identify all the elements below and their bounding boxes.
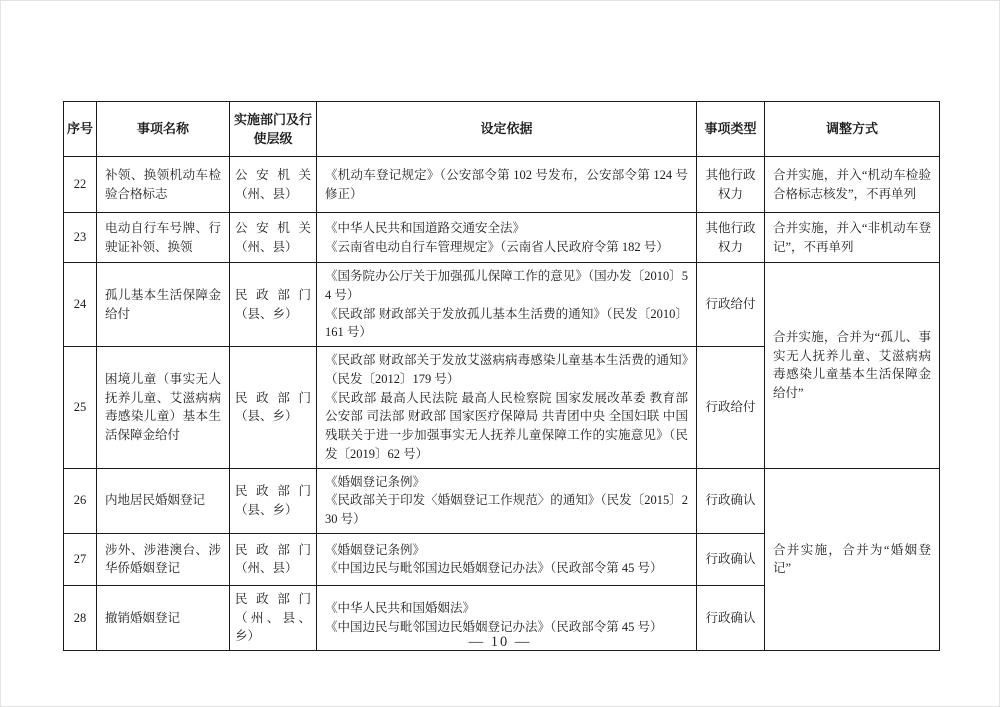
col-header-dept: 实施部门及行使层级 <box>230 102 317 157</box>
basis-citation: 《民政部关于印发〈婚姻登记工作规范〉的通知》（民发〔2015〕230 号） <box>325 493 688 526</box>
row-basis <box>317 468 697 533</box>
basis-citation: 《中华人民共和国道路交通安全法》 <box>325 220 526 235</box>
col-header-name: 事项名称 <box>97 102 230 157</box>
row-dept: 民政部门（县、乡） <box>230 347 317 469</box>
row-basis <box>317 533 697 585</box>
row-num: 22 <box>64 157 97 213</box>
row-dept: 民政部门（州、县、乡） <box>230 585 317 650</box>
items-table <box>63 101 940 651</box>
row-basis <box>317 263 697 347</box>
table-row <box>64 213 940 263</box>
row-type: 行政确认 <box>697 585 765 650</box>
row-item-name: 撤销婚姻登记 <box>97 585 230 650</box>
row-type: 其他行政权力 <box>697 213 765 263</box>
row-item-name: 困境儿童（事实无人抚养儿童、艾滋病病毒感染儿童）基本生活保障金给付 <box>97 347 230 469</box>
row-type: 行政给付 <box>697 347 765 469</box>
row-num: 25 <box>64 347 97 469</box>
row-type: 行政给付 <box>697 263 765 347</box>
page-number: — 10 — <box>468 634 532 650</box>
row-item-name: 电动自行车号牌、行驶证补领、换领 <box>97 213 230 263</box>
table-row <box>64 468 940 533</box>
col-header-basis: 设定依据 <box>317 102 697 157</box>
col-header-num: 序号 <box>64 102 97 157</box>
row-adjust: 合并实施，并入“非机动车登记”，不再单列 <box>765 213 940 263</box>
row-adjust-merged-24-25: 合并实施，合并为“孤儿、事实无人抚养儿童、艾滋病病毒感染儿童基本生活保障金给付” <box>765 263 940 469</box>
basis-citation: 《民政部 财政部关于发放孤儿基本生活费的通知》（民发〔2010〕161 号） <box>325 306 688 340</box>
row-type: 行政确认 <box>697 533 765 585</box>
row-basis <box>317 347 697 469</box>
basis-citation: 《民政部 财政部关于发放艾滋病病毒感染儿童基本生活费的通知》（民发〔2012〕179 号） <box>325 353 688 386</box>
col-header-adjust: 调整方式 <box>765 102 940 157</box>
basis-citation: 《婚姻登记条例》 <box>325 542 426 557</box>
basis-citation: 《中国边民与毗邻国边民婚姻登记办法》（民政部令第 45 号） <box>325 619 663 634</box>
basis-citation: 《云南省电动自行车管理规定》（云南省人民政府令第 182 号） <box>325 239 669 254</box>
basis-citation: 《民政部 最高人民法院 最高人民检察院 国家发展改革委 教育部 公安部 司法部 财政部 国家医疗保障局 共青团中央 全国妇联 中国残联关于进一步加强事实无人抚养儿童保障工作的实施意见》（民发〔2019〕62 号） <box>325 390 688 461</box>
row-item-name: 补领、换领机动车检验合格标志 <box>97 157 230 213</box>
row-adjust: 合并实施，并入“机动车检验合格标志核发”，不再单列 <box>765 157 940 213</box>
row-num: 26 <box>64 468 97 533</box>
row-basis <box>317 157 697 213</box>
basis-citation: 《国务院办公厅关于加强孤儿保障工作的意见》（国办发〔2010〕54 号） <box>325 269 688 302</box>
row-num: 23 <box>64 213 97 263</box>
basis-citation: 《婚姻登记条例》 <box>325 474 426 489</box>
items-table-container <box>63 101 940 651</box>
row-adjust-merged-26-28: 合并实施，合并为“婚姻登记” <box>765 468 940 651</box>
row-dept: 民政部门（州、县） <box>230 533 317 585</box>
row-item-name: 内地居民婚姻登记 <box>97 468 230 533</box>
row-item-name: 孤儿基本生活保障金给付 <box>97 263 230 347</box>
row-num: 24 <box>64 263 97 347</box>
row-num: 28 <box>64 585 97 650</box>
row-item-name: 涉外、涉港澳台、涉华侨婚姻登记 <box>97 533 230 585</box>
row-type: 行政确认 <box>697 468 765 533</box>
basis-citation: 《中华人民共和国婚姻法》 <box>325 601 476 616</box>
row-dept: 民政部门（县、乡） <box>230 468 317 533</box>
row-dept: 公安机关（州、县） <box>230 213 317 263</box>
table-header-row <box>64 102 940 157</box>
basis-citation: 《中国边民与毗邻国边民婚姻登记办法》（民政部令第 45 号） <box>325 561 663 576</box>
row-dept: 民政部门（县、乡） <box>230 263 317 347</box>
row-num: 27 <box>64 533 97 585</box>
col-header-type: 事项类型 <box>697 102 765 157</box>
row-dept: 公安机关（州、县） <box>230 157 317 213</box>
row-type: 其他行政权力 <box>697 157 765 213</box>
row-basis <box>317 213 697 263</box>
basis-citation: 《机动车登记规定》（公安部令第 102 号发布，公安部令第 124 号修正） <box>325 167 688 201</box>
table-row <box>64 157 940 213</box>
table-row <box>64 263 940 347</box>
